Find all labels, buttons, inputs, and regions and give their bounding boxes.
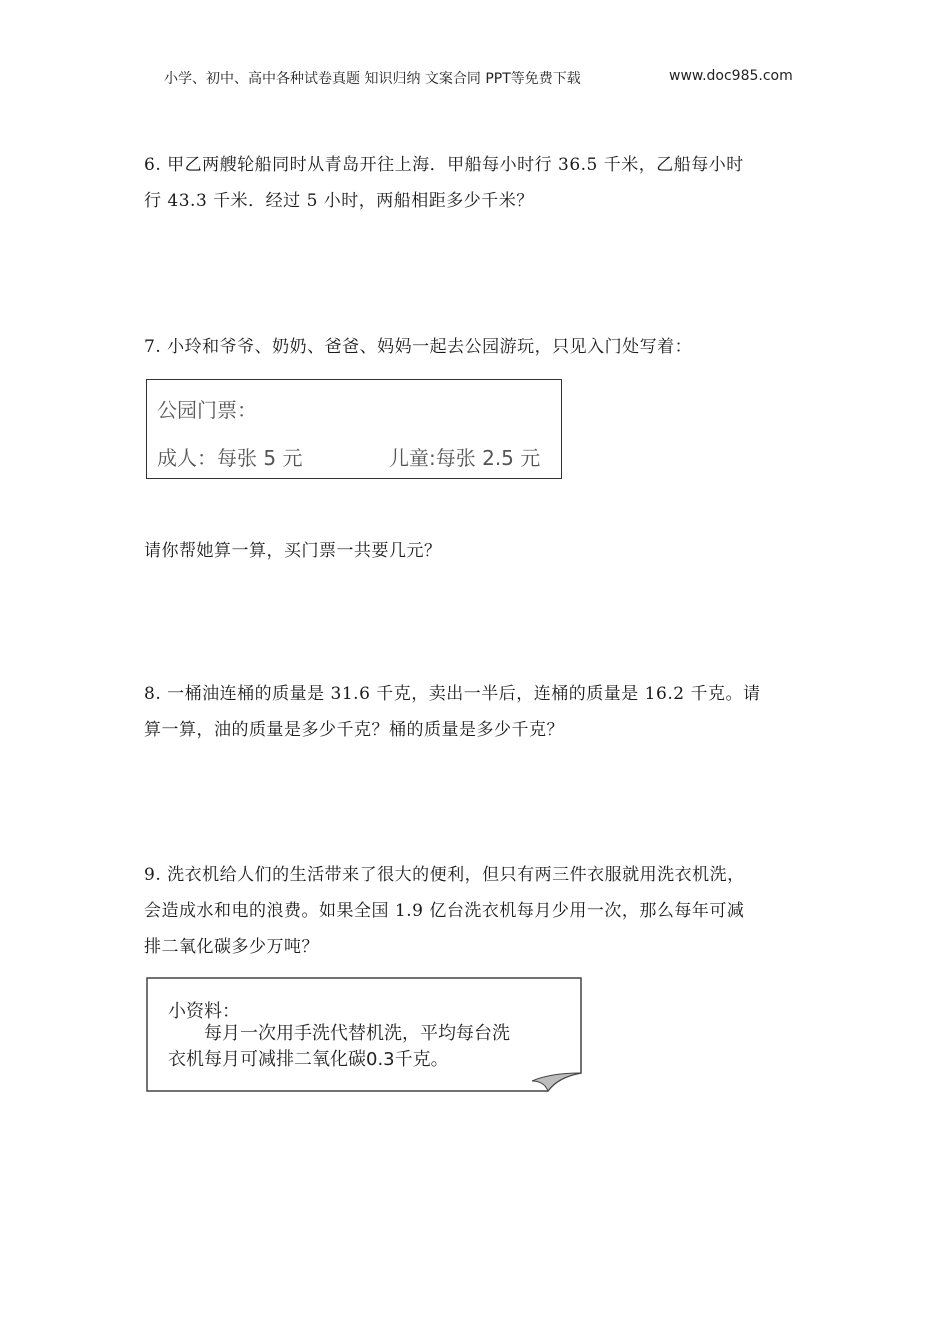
question-7: [144, 329, 814, 365]
note-body: [168, 1021, 548, 1073]
page-header: [164, 68, 804, 88]
question-6: [144, 147, 814, 219]
note-line-1: 每月一次用手洗代替机洗，平均每台洗: [204, 1023, 510, 1044]
question-8-line-2: 算一算，油的质量是多少千克？桶的质量是多少千克？: [144, 720, 564, 740]
info-note-box: [146, 977, 582, 1093]
question-8-line-1: 8. 一桶油连桶的质量是 31.6 千克，卖出一半后，连桶的质量是 16.2 千克。请: [144, 684, 761, 704]
question-9: [144, 857, 814, 965]
question-9-line-2: 会造成水和电的浪费。如果全国 1.9 亿台洗衣机每月少用一次，那么每年可减: [144, 901, 745, 921]
note-line-2: 衣机每月可减排二氧化碳0.3千克。: [168, 1049, 449, 1070]
ticket-price-box: [146, 379, 562, 479]
ticket-title: 公园门票：: [157, 398, 257, 422]
ticket-child-price: 儿童:每张 2.5 元: [389, 446, 541, 470]
question-6-line-2: 行 43.3 千米．经过 5 小时，两船相距多少千米？: [144, 191, 534, 211]
question-7-line-1: 7. 小玲和爷爷、奶奶、爸爸、妈妈一起去公园游玩，只见入门处写着：: [144, 337, 693, 357]
question-9-line-1: 9. 洗衣机给人们的生活带来了很大的便利，但只有两三件衣服就用洗衣机洗，: [144, 865, 745, 885]
question-8: [144, 676, 814, 748]
ticket-adult-price: 成人：每张 5 元: [157, 446, 303, 470]
question-9-line-3: 排二氧化碳多少万吨？: [144, 937, 319, 957]
header-text: 小学、初中、高中各种试卷真题 知识归纳 文案合同 PPT等免费下载: [164, 71, 581, 87]
question-7-ask: [144, 533, 814, 569]
note-title: 小资料：: [168, 1001, 240, 1022]
header-site-link[interactable]: www.doc985.com: [669, 68, 793, 84]
question-7-ask-text: 请你帮她算一算，买门票一共要几元？: [144, 541, 442, 561]
question-6-line-1: 6. 甲乙两艘轮船同时从青岛开往上海．甲船每小时行 36.5 千米，乙船每小时: [144, 155, 744, 175]
